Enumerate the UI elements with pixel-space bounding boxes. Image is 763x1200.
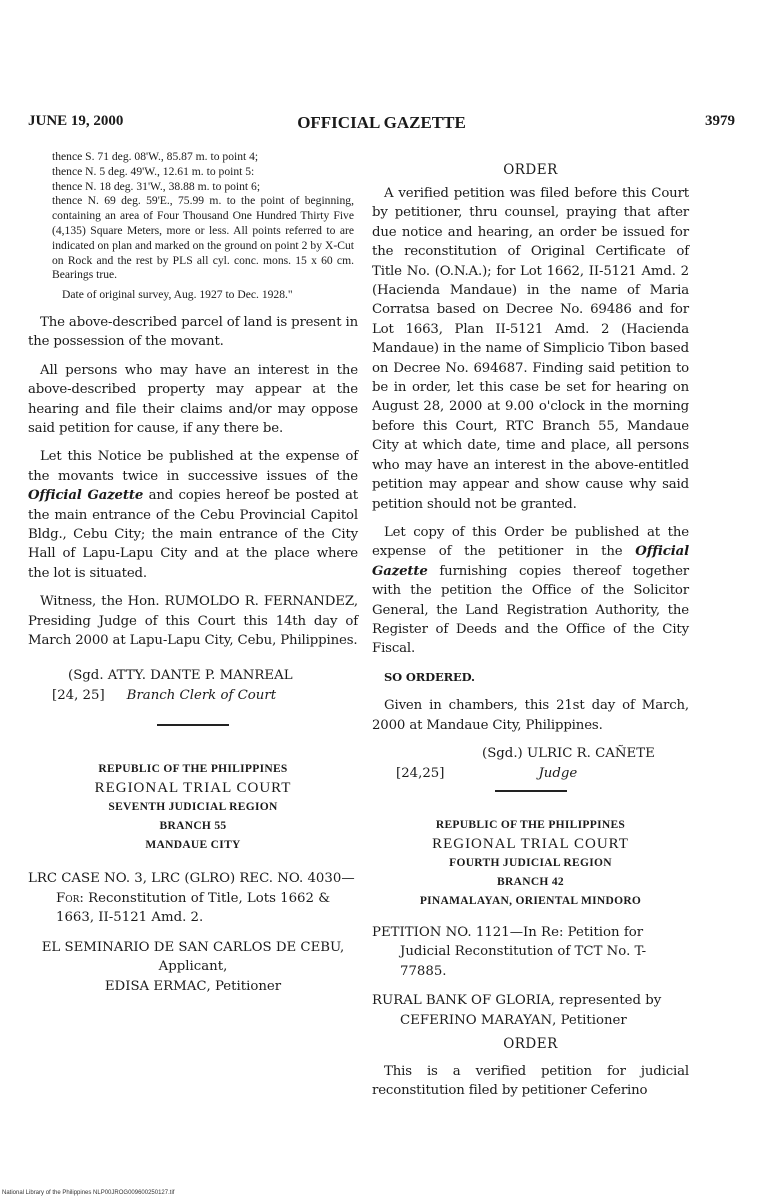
header-date: JUNE 19, 2000 xyxy=(28,113,124,129)
applicant-label: Applicant, xyxy=(158,959,228,975)
description-line: thence N. 69 deg. 59'E., 75.99 m. to the point of beginning, containing an area of Four Thousand One Hundred Thirty Five (4,135) Square Meters, more or less. All points referred to are indicated on plan and marked on the ground on point 2 by X-Cut on Rock and the rest by PLS all cyl. conc. mons. 15 x 60 cm. Bearings true. xyxy=(52,194,354,282)
bank-name: RURAL BANK OF GLORIA xyxy=(372,993,551,1009)
survey-date: Date of original survey, Aug. 1927 to Dec. 1928." xyxy=(62,288,293,302)
republic-label: REPUBLIC OF THE PHILIPPINES xyxy=(435,818,626,831)
petition-title: PETITION NO. 1121—In Re: Petition for Judicial Reconstitution of TCT No. T-77885. xyxy=(372,924,647,979)
branch-label: BRANCH 55 xyxy=(159,820,227,833)
order-publication-paragraph: Let copy of this Order be published at the expense of the petitioner in the Official Gazette furnishing copies thereof together with the petition the Office of the Solicitor General, the Land Registration Authority, the Register of Deeds and the Office of the City Fiscal. xyxy=(372,524,689,657)
land-description xyxy=(28,150,358,303)
order-paragraph: A verified petition was filed before this Court by petitioner, thru counsel, praying that after due notice and hearing, an order be issued for the reconstitution of Original Certificate of Title No. (O.N.A.); for Lot 1662, II-5121 Amd. 2 (Hacienda Mandaue) in the name of Maria Corratsa based on Decree No. 69486 and for Lot 1663, Plan II-5121 Amd. 2 (Hacienda Mandaue) in the name of Simplicio Tibon based on Decree No. 694687. Finding said petition to be in order, let this case be set for hearing on August 28, 2000 at 9.00 o'clock in the morning before this Court, RTC Branch 55, Mandaue City at which date, time and place, all persons who may have an interest in the above-entitled petition may appear and show cause why said petition should not be granted. xyxy=(372,186,689,512)
description-line: thence S. 71 deg. 08'W., 85.87 m. to point 4; xyxy=(52,150,259,163)
possession-paragraph: The above-described parcel of land is present in the possession of the movant. xyxy=(28,314,358,350)
gazette-name: Official Gazette xyxy=(372,544,689,579)
order-heading-2: ORDER xyxy=(503,1036,558,1052)
header-page-number: 3979 xyxy=(705,113,735,129)
interest-paragraph: All persons who may have an interest in the above-described property may appear at the hearing and file their claims and/or may oppose said petition for cause, if any there be. xyxy=(28,362,358,436)
so-ordered: SO ORDERED. xyxy=(384,669,475,684)
court-name: REGIONAL TRIAL COURT xyxy=(94,780,292,797)
branch-label: BRANCH 42 xyxy=(497,875,564,888)
republic-label: REPUBLIC OF THE PHILIPPINES xyxy=(98,763,288,776)
issue-ref: [24, 25] xyxy=(52,688,105,704)
court-heading xyxy=(28,760,358,855)
right-column xyxy=(372,162,689,1110)
page-header xyxy=(28,113,735,137)
judicial-region: FOURTH JUDICIAL REGION xyxy=(449,856,612,869)
section-divider xyxy=(495,790,567,792)
petitioner-name: EDISA ERMAC xyxy=(104,978,207,994)
description-line: thence N. 18 deg. 31'W., 38.88 m. to point 6; xyxy=(52,179,261,193)
applicant-name: EL SEMINARIO DE SAN CARLOS DE CEBU, xyxy=(41,939,345,955)
given-paragraph: Given in chambers, this 21st day of March, 2000 at Mandaue City, Philippines. xyxy=(372,698,689,733)
court-heading xyxy=(372,816,689,911)
bank-line: RURAL BANK OF GLORIA, represented by xyxy=(372,993,662,1009)
representative-name: CEFERINO MARAYAN xyxy=(400,1012,553,1028)
gazette-name: Official Gazette xyxy=(28,488,144,504)
witness-paragraph: Witness, the Hon. RUMOLDO R. FERNANDEZ, Presiding Judge of this Court this 14th day of March 2000 at Lapu-Lapu City, Cebu, Philippines. xyxy=(28,594,358,649)
city-label: MANDAUE CITY xyxy=(145,839,241,852)
clerk-name: ATTY. DANTE P. MANREAL xyxy=(107,668,293,684)
scan-footer: National Library of the Philippines NLP00JROG009600250127.tif xyxy=(2,1190,175,1196)
order-paragraph-2: This is a verified petition for judicial reconstitution filed by petitioner Ceferino xyxy=(372,1064,689,1099)
court-name: REGIONAL TRIAL COURT xyxy=(432,835,629,852)
issue-ref: [24,25] xyxy=(396,765,445,781)
petitioner-line: EDISA ERMAC, Petitioner xyxy=(104,978,282,994)
representative-line: CEFERINO MARAYAN, Petitioner xyxy=(400,1012,627,1028)
clerk-signature: (Sgd. ATTY. DANTE P. MANREAL [24, 25] Branch Clerk of Court xyxy=(52,668,293,704)
city-label: PINAMALAYAN, ORIENTAL MINDORO xyxy=(419,894,642,907)
clerk-title: Branch Clerk of Court xyxy=(126,688,277,704)
case-title: LRC CASE NO. 3, LRC (GLRO) REC. NO. 4030—For: Reconstitution of Title, Lots 1662 & 1663, II-5121 Amd. 2. xyxy=(28,871,355,926)
judge-name: RUMOLDO R. FERNANDEZ xyxy=(164,594,354,610)
left-column xyxy=(28,150,358,996)
description-line: thence N. 5 deg. 49'W., 12.61 m. to point 5: xyxy=(52,164,255,178)
judge-title: Judge xyxy=(538,765,578,781)
judge-name: ULRIC R. CAÑETE xyxy=(526,745,655,761)
judicial-region: SEVENTH JUDICIAL REGION xyxy=(108,801,278,814)
header-publication: OFFICIAL GAZETTE xyxy=(297,113,466,132)
order-heading: ORDER xyxy=(503,162,558,178)
judge-signature: (Sgd.) ULRIC R. CAÑETE [24,25] Judge xyxy=(372,744,689,784)
section-divider xyxy=(157,724,229,726)
publication-paragraph: Let this Notice be published at the expense of the movants twice in successive issues of the Official Gazette and copies hereof be posted at the main entrance of the Cebu Provincial Capitol Bldg., Cebu City; the main entrance of the City Hall of Lapu-Lapu City and at the place where the lot is situated. xyxy=(28,449,358,581)
